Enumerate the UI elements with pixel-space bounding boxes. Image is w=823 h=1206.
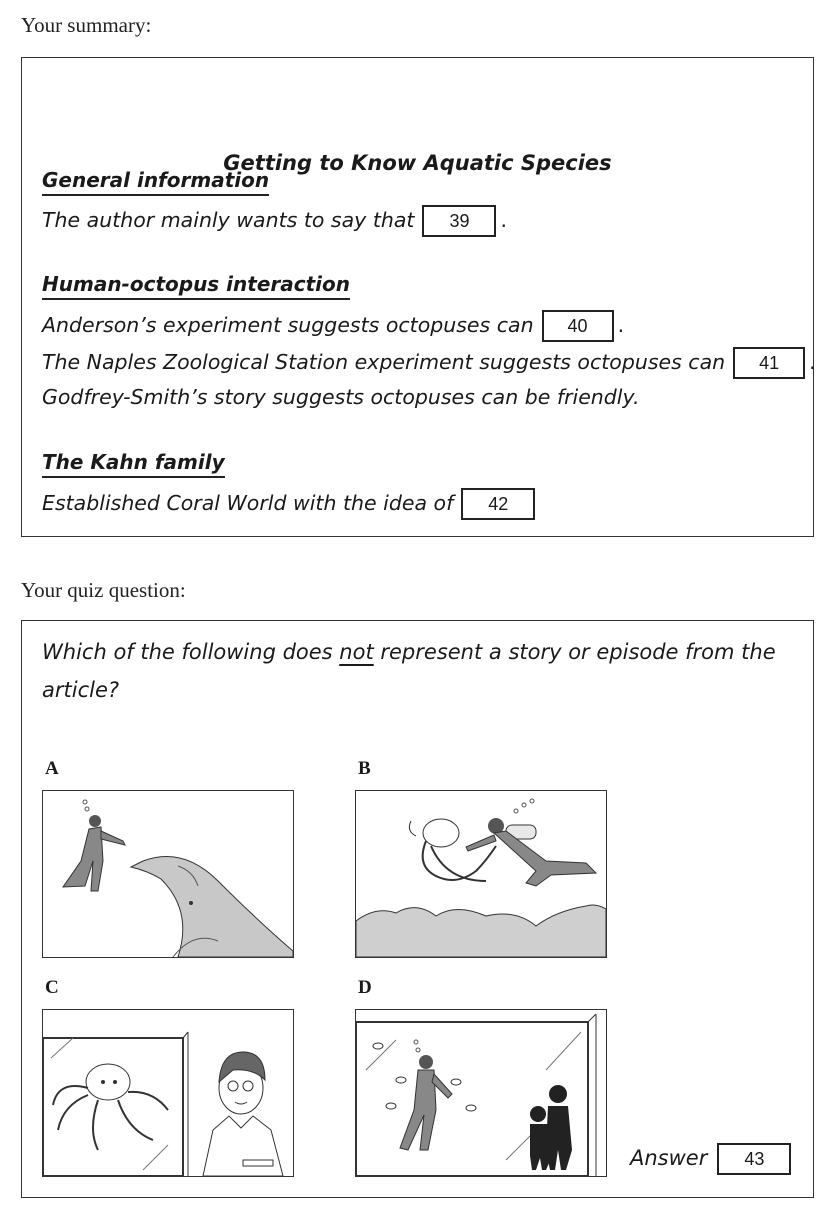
quiz-label: Your quiz question: bbox=[21, 578, 186, 602]
question-not: not bbox=[339, 640, 374, 664]
blank-40[interactable]: 40 bbox=[542, 310, 614, 342]
option-d-label: D bbox=[358, 977, 372, 998]
diver-aquarium-icon bbox=[356, 1010, 606, 1176]
summary-title: Getting to Know Aquatic Species bbox=[223, 151, 612, 175]
octopus-tank-scientist-icon bbox=[43, 1010, 293, 1176]
option-a-picture[interactable] bbox=[42, 790, 294, 958]
kahn-text: Established Coral World with the idea of bbox=[42, 491, 454, 515]
general-heading: General information bbox=[42, 168, 269, 196]
period: . bbox=[500, 208, 507, 232]
kahn-heading: The Kahn family bbox=[42, 450, 225, 478]
blank-39[interactable]: 39 bbox=[422, 205, 496, 237]
answer-label: Answer bbox=[630, 1146, 708, 1170]
kahn-line bbox=[42, 488, 535, 520]
general-text: The author mainly wants to say that bbox=[42, 208, 415, 232]
naples-text: The Naples Zoological Station experiment suggests octopuses can bbox=[42, 350, 726, 374]
quiz-box bbox=[21, 620, 814, 1198]
diver-octopus-icon bbox=[356, 791, 606, 957]
option-c-picture[interactable] bbox=[42, 1009, 294, 1177]
period: . bbox=[809, 350, 816, 374]
summary-label: Your summary: bbox=[21, 13, 152, 37]
option-b-picture[interactable] bbox=[355, 790, 607, 958]
quiz-question bbox=[42, 633, 802, 709]
blank-43[interactable]: 43 bbox=[717, 1143, 791, 1175]
diver-dolphin-icon bbox=[43, 791, 293, 957]
question-pre: Which of the following does bbox=[42, 640, 340, 664]
interaction-heading: Human-octopus interaction bbox=[42, 272, 350, 300]
general-line bbox=[42, 205, 507, 237]
godfrey-line: Godfrey-Smith’s story suggests octopuses can be friendly. bbox=[42, 385, 640, 409]
naples-line bbox=[42, 347, 816, 379]
answer-row bbox=[630, 1143, 791, 1175]
anderson-line bbox=[42, 310, 624, 342]
anderson-text: Anderson’s experiment suggests octopuses can bbox=[42, 313, 534, 337]
blank-42[interactable]: 42 bbox=[461, 488, 535, 520]
option-b-label: B bbox=[358, 758, 371, 779]
question-post: represent a story or episode from the article? bbox=[42, 640, 776, 702]
option-c-label: C bbox=[45, 977, 59, 998]
period: . bbox=[617, 313, 625, 337]
blank-41[interactable]: 41 bbox=[733, 347, 805, 379]
option-a-label: A bbox=[45, 758, 59, 779]
option-d-picture[interactable] bbox=[355, 1009, 607, 1177]
summary-box bbox=[21, 57, 814, 537]
